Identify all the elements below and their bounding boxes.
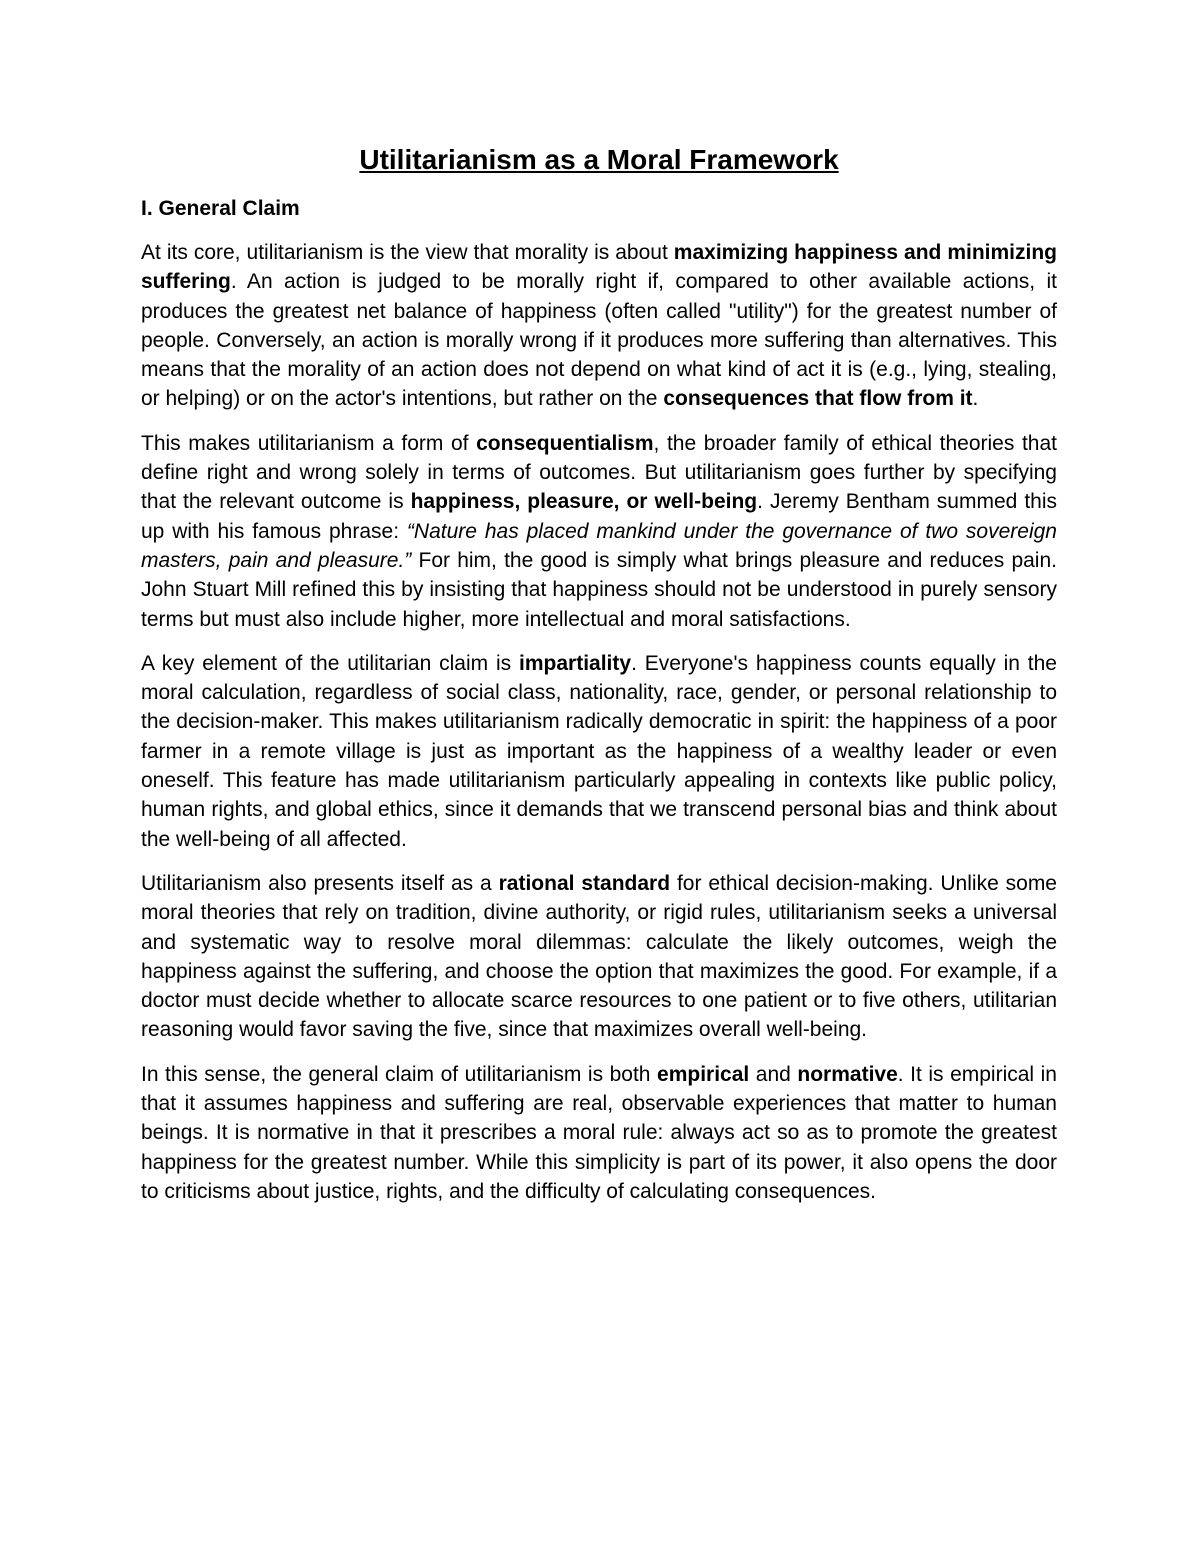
paragraph-core-claim xyxy=(141,238,1057,414)
bold-phrase: empirical xyxy=(657,1062,750,1086)
text-run: Utilitarianism also presents itself as a xyxy=(141,871,499,895)
document-page xyxy=(141,140,1057,1221)
text-run: . Jeremy Bentham summed this up with his famous phrase: xyxy=(141,490,1058,543)
text-run: , the broader family of ethical theories that define right and wrong solely in terms of outcomes. But utilitarianism goes further by specifying that the relevant outcome is xyxy=(141,431,1057,514)
text-run: For him, the good is simply what brings pleasure and reduces pain. John Stuart Mill refined this by insisting that happiness should not be understood in purely sensory terms but must also include higher, more intellectual and moral satisfactions. xyxy=(141,548,1057,631)
text-run: At its core, utilitarianism is the view that morality is about xyxy=(141,241,674,264)
paragraph-consequentialism xyxy=(141,429,1057,634)
bold-phrase: normative xyxy=(797,1062,898,1086)
bold-phrase: maximizing happiness and minimizing suffering xyxy=(141,241,1058,294)
paragraph-empirical-normative xyxy=(141,1060,1057,1206)
text-run: A key element of the utilitarian claim is xyxy=(141,651,520,675)
section-heading: I. General Claim xyxy=(141,197,300,220)
paragraph-impartiality xyxy=(141,649,1057,854)
document-title: Utilitarianism as a Moral Framework xyxy=(359,144,839,175)
bold-phrase: happiness, pleasure, or well-being xyxy=(410,490,758,514)
bold-phrase: rational standard xyxy=(498,871,671,895)
paragraph-rational-standard xyxy=(141,869,1057,1045)
bold-phrase: impartiality xyxy=(519,651,632,675)
text-run: and xyxy=(749,1062,798,1086)
bold-phrase: consequences that flow from it xyxy=(663,387,973,411)
bold-phrase: consequentialism xyxy=(476,431,654,455)
text-run: . It is empirical in that it assumes happiness and suffering are real, observable experiences that matter to human beings. It is normative in that it prescribes a moral rule: always act so as to promote the greatest happiness for the greatest number. While this simplicity is part of its power, it also opens the door to criticisms about justice, rights, and the difficulty of calculating consequences. xyxy=(141,1062,1057,1203)
text-run: . Everyone's happiness counts equally in the moral calculation, regardless of social class, nationality, race, gender, or personal relationship to the decision-maker. This makes utilitarianism radically democratic in spirit: the happiness of a poor farmer in a remote village is just as important as the happiness of a wealthy leader or even oneself. This feature has made utilitarianism particularly appealing in contexts like public policy, human rights, and global ethics, since it demands that we transcend personal bias and think about the well-being of all affected. xyxy=(141,651,1057,851)
text-run: for ethical decision-making. Unlike some moral theories that rely on tradition, divine authority, or rigid rules, utilitarianism seeks a universal and systematic way to resolve moral dilemmas: calculate the likely outcomes, weigh the happiness against the suffering, and choose the option that maximizes the good. For example, if a doctor must decide whether to allocate scarce resources to one patient or to five others, utilitarian reasoning would favor saving the five, since that maximizes overall well-being. xyxy=(141,871,1057,1042)
bentham-quote: “Nature has placed mankind under the governance of two sovereign masters, pain and pleasure.” xyxy=(141,519,1057,572)
text-run: . An action is judged to be morally right if, compared to other available actions, it produces the greatest net balance of happiness (often called "utility") for the greatest number of people. Conversely, an action is morally wrong if it produces more suffering than alternatives. This means that the morality of an action does not depend on what kind of act it is (e.g., lying, stealing, or helping) or on the actor's intentions, but rather on the xyxy=(141,270,1057,411)
text-run: In this sense, the general claim of utilitarianism is both xyxy=(141,1062,658,1086)
text-run: This makes utilitarianism a form of xyxy=(141,431,477,455)
text-run: . xyxy=(972,387,979,411)
